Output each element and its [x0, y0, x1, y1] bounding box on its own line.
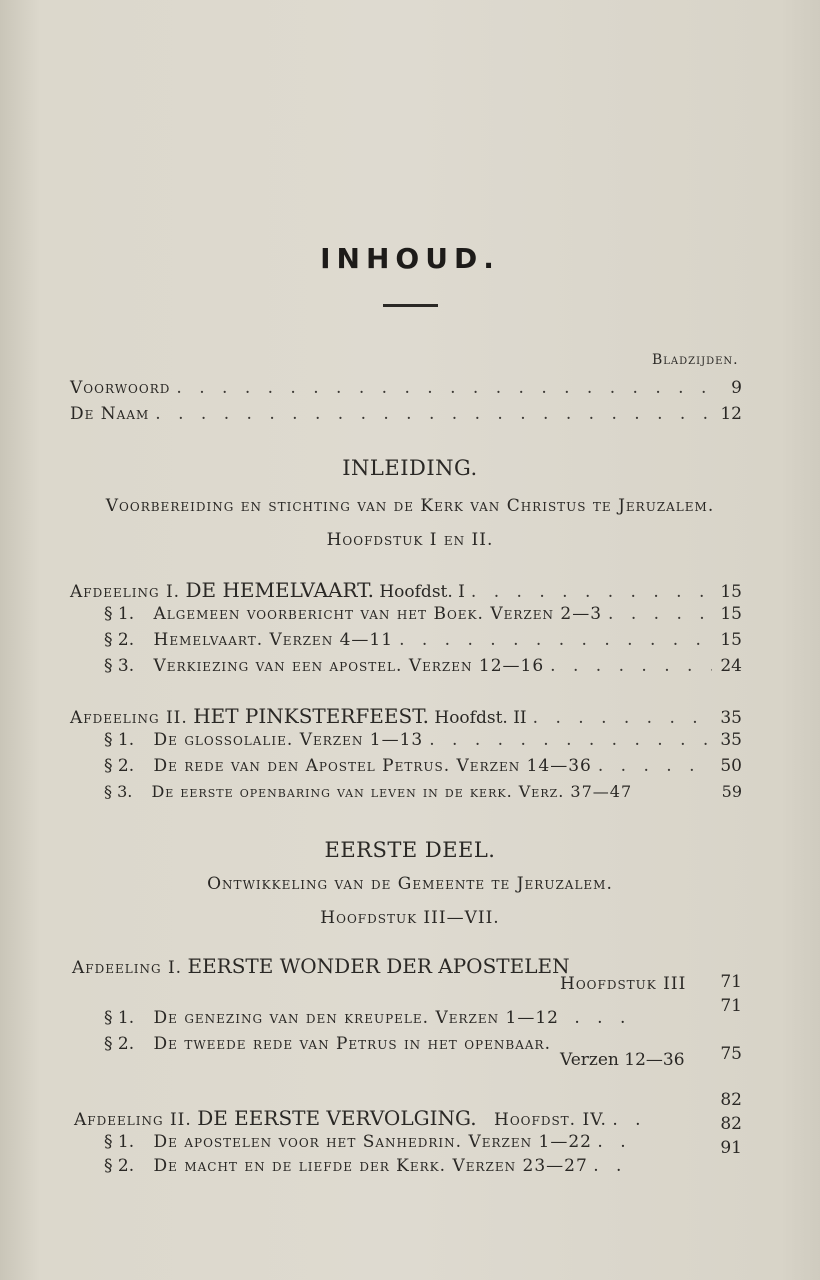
- toc-row[interactable]: [70, 378, 742, 402]
- toc-row[interactable]: [70, 404, 742, 428]
- part-chapters: Hoofdstuk I en II.: [326, 530, 494, 550]
- section-number: § 1.: [104, 604, 135, 624]
- section-title: De tweede rede van Petrus in het openbaar.: [153, 1034, 551, 1054]
- toc-row[interactable]: [72, 954, 570, 978]
- toc-page: 35: [720, 730, 742, 750]
- toc-row[interactable]: [104, 604, 742, 628]
- toc-page: 9: [731, 378, 742, 398]
- section-number: § 2.: [104, 1156, 135, 1176]
- section-number: § 3.: [104, 782, 133, 801]
- section-number: § 2.: [104, 756, 135, 776]
- toc-row[interactable]: [104, 1156, 627, 1176]
- toc-page: 24: [720, 656, 742, 676]
- title-rule: [383, 304, 438, 307]
- division-title: DE HEMELVAART.: [185, 578, 374, 602]
- leader-dots: [429, 730, 712, 750]
- leader-dots: . . .: [574, 1008, 632, 1028]
- toc-page: 82: [720, 1090, 742, 1110]
- division-title: DE EERSTE VERVOLGING.: [197, 1106, 477, 1130]
- toc-label: Voorwoord: [70, 378, 171, 398]
- section-title: De apostelen voor het Sanhedrin. Verzen 1—22: [153, 1132, 592, 1152]
- division-label: Afdeeling I.: [72, 958, 183, 978]
- toc-row[interactable]: [104, 630, 742, 654]
- section-title: De rede van den Apostel Petrus. Verzen 14—36: [153, 756, 592, 776]
- toc-row[interactable]: [104, 1008, 631, 1028]
- division-chapter: Hoofdst. I: [379, 582, 465, 602]
- section-number: § 1.: [104, 730, 135, 750]
- toc-row[interactable]: [104, 1034, 551, 1054]
- section-number: § 3.: [104, 656, 135, 676]
- toc-row[interactable]: [104, 756, 742, 780]
- toc-page: 15: [720, 604, 742, 624]
- toc-label: De Naam: [70, 404, 150, 424]
- toc-label: [70, 578, 465, 602]
- part-subtitle: Voorbereiding en stichting van de Kerk van Christus te Jeruzalem.: [105, 496, 715, 516]
- page-title: INHOUD.: [320, 242, 500, 275]
- leader-dots: . .: [597, 1132, 632, 1152]
- leader-dots: [608, 604, 712, 624]
- toc-page: 12: [720, 404, 742, 424]
- part-heading: INLEIDING.: [342, 456, 478, 480]
- pages-header: Bladzijden.: [652, 352, 739, 368]
- division-title: HET PINKSTERFEEST.: [193, 704, 429, 728]
- toc-label: [104, 756, 592, 776]
- toc-label: [104, 630, 393, 650]
- section-title: Algemeen voorbericht van het Boek. Verzen 2—3: [153, 604, 603, 624]
- toc-label: [104, 656, 544, 676]
- leader-dots: . .: [612, 1110, 647, 1130]
- section-title: Hemelvaart. Verzen 4—11: [153, 630, 394, 650]
- leader-dots: [598, 756, 712, 776]
- toc-page: 75: [720, 1044, 742, 1064]
- part-heading: EERSTE DEEL.: [324, 838, 496, 862]
- toc-row[interactable]: [104, 782, 742, 806]
- section-title: De macht en de liefde der Kerk. Verzen 23—27: [153, 1156, 588, 1176]
- toc-row[interactable]: [70, 578, 742, 602]
- division-label: Afdeeling I.: [70, 582, 181, 602]
- section-number: § 2.: [104, 630, 135, 650]
- toc-page: 82: [720, 1114, 742, 1134]
- toc-row[interactable]: [70, 704, 742, 728]
- section-number: § 1.: [104, 1008, 135, 1028]
- leader-dots: [176, 378, 712, 398]
- toc-row[interactable]: [104, 730, 742, 754]
- toc-label: [104, 782, 632, 801]
- leader-dots: [533, 708, 712, 728]
- section-number: § 1.: [104, 1132, 135, 1152]
- section-number: § 2.: [104, 1034, 135, 1054]
- division-chapter: Hoofdstuk III: [560, 974, 687, 994]
- section-title: Verkiezing van een apostel. Verzen 12—16: [153, 656, 545, 676]
- leader-dots: [399, 630, 712, 650]
- part-chapters: Hoofdstuk III—VII.: [320, 908, 500, 928]
- division-chapter: Hoofdst. IV.: [494, 1110, 607, 1130]
- toc-row[interactable]: [74, 1106, 647, 1130]
- toc-row[interactable]: [104, 656, 742, 680]
- leader-dots: [471, 582, 712, 602]
- section-title: De glossolalie. Verzen 1—13: [153, 730, 424, 750]
- division-label: Afdeeling II.: [70, 708, 188, 728]
- division-label: Afdeeling II.: [74, 1110, 192, 1130]
- toc-label: [104, 604, 602, 624]
- toc-page: 50: [720, 756, 742, 776]
- leader-dots: [155, 404, 712, 424]
- toc-page: 15: [720, 582, 742, 602]
- toc-row[interactable]: [104, 1132, 632, 1152]
- toc-page: 71: [720, 972, 742, 992]
- toc-page: 59: [721, 782, 742, 801]
- toc-page: 71: [720, 996, 742, 1016]
- toc-page: 15: [720, 630, 742, 650]
- division-chapter: Hoofdst. II: [434, 708, 527, 728]
- section-title: De eerste openbaring van leven in de kerk. Verz. 37—47: [151, 782, 633, 801]
- leader-dots: [550, 656, 712, 676]
- section-verses: Verzen 12—36: [560, 1050, 685, 1070]
- leader-dots: . .: [593, 1156, 628, 1176]
- toc-label: [70, 704, 527, 728]
- toc-label: [104, 730, 423, 750]
- part-subtitle: Ontwikkeling van de Gemeente te Jeruzalem.: [207, 874, 613, 894]
- section-title: De genezing van den kreupele. Verzen 1—12: [153, 1008, 559, 1028]
- division-title: EERSTE WONDER DER APOSTELEN: [187, 954, 570, 978]
- toc-page: 91: [720, 1138, 742, 1158]
- toc-page: 35: [720, 708, 742, 728]
